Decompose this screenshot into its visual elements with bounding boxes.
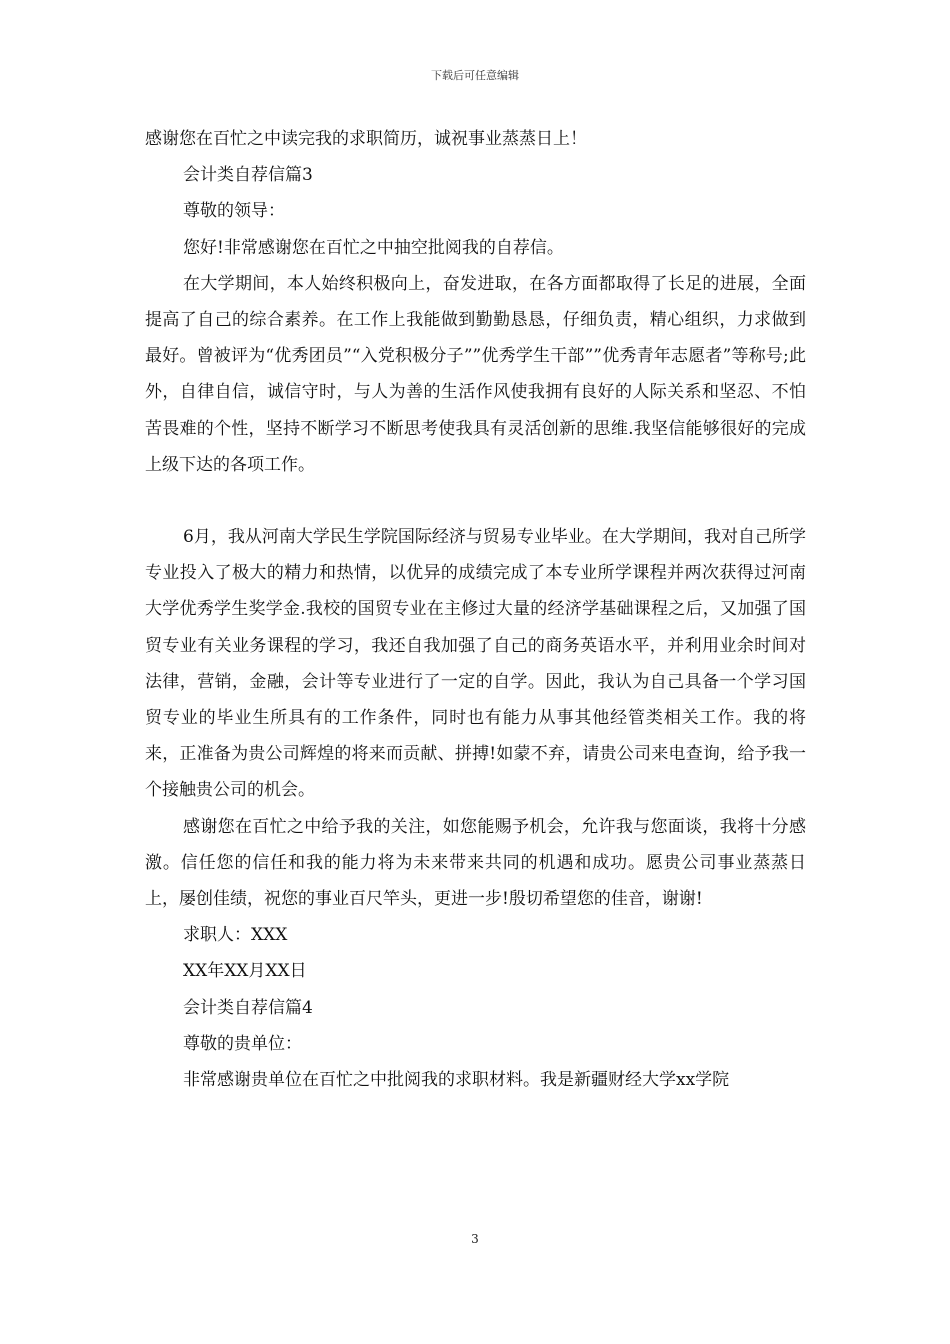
document-body bbox=[145, 121, 806, 1098]
section-title-letter-3: 会计类自荐信篇3 bbox=[183, 165, 313, 186]
salutation-letter-4: 尊敬的贵单位： bbox=[183, 1033, 302, 1054]
applicant-signature: 求职人：XXX bbox=[183, 925, 288, 946]
greeting-paragraph: 您好!非常感谢您在百忙之中抽空批阅我的自荐信。 bbox=[183, 237, 564, 258]
opening-paragraph-letter-4: 非常感谢贵单位在百忙之中批阅我的求职材料。我是新疆财经大学xx学院 bbox=[183, 1070, 730, 1091]
section-title-letter-4: 会计类自荐信篇4 bbox=[183, 997, 313, 1018]
page-number: 3 bbox=[471, 1232, 479, 1246]
college-experience-paragraph: 在大学期间，本人始终积极向上，奋发进取，在各方面都取得了长足的进展，全面提高了自己的综合素养。在工作上我能做到勤勤恳恳，仔细负责，精心组织，力求做到最好。曾被评为“优秀团员”“入党积极分子””优秀学生干部””优秀青年志愿者”等称号;此外，自律自信，诚信守时，与人为善的生活作风使我拥有良好的人际关系和坚忍、不怕苦畏难的个性，坚持不断学习不断思考使我具有灵活创新的思维.我坚信能够很好的完成上级下达的各项工作。 bbox=[145, 273, 806, 475]
education-paragraph: 6月，我从河南大学民生学院国际经济与贸易专业毕业。在大学期间，我对自己所学专业投入了极大的精力和热情，以优异的成绩完成了本专业所学课程并两次获得过河南大学优秀学生奖学金.我校的国贸专业在主修过大量的经济学基础课程之后，又加强了国贸专业有关业务课程的学习，我还自我加强了自己的商务英语水平，并利用业余时间对法律，营销，金融，会计等专业进行了一定的自学。因此，我认为自己具备一个学习国贸专业的毕业生所具有的工作条件，同时也有能力从事其他经管类相关工作。我的将来，正准备为贵公司辉煌的将来而贡献、拼搏!如蒙不弃，请贵公司来电查询，给予我一个接触贵公司的机会。 bbox=[145, 527, 806, 801]
closing-paragraph: 感谢您在百忙之中给予我的关注，如您能赐予机会，允许我与您面谈，我将十分感激。信任您的信任和我的能力将为未来带来共同的机遇和成功。愿贵公司事业蒸蒸日上，屡创佳绩，祝您的事业百尺竿头，更进一步!殷切希望您的佳音，谢谢! bbox=[145, 816, 806, 910]
page-header: 下载后可任意编辑 bbox=[431, 69, 519, 82]
paragraph-spacer bbox=[145, 483, 806, 519]
signature-date: XX年XX月XX日 bbox=[183, 961, 307, 982]
closing-thanks-paragraph: 感谢您在百忙之中读完我的求职简历，诚祝事业蒸蒸日上！ bbox=[145, 129, 587, 149]
salutation: 尊敬的领导： bbox=[183, 201, 285, 222]
